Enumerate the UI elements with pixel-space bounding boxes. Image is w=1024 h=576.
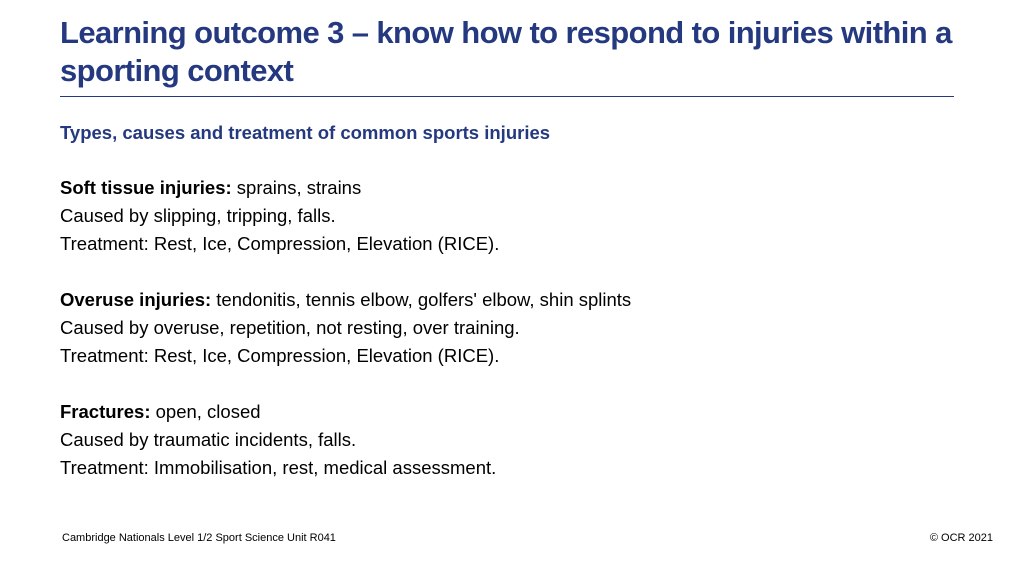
- slide-subtitle: Types, causes and treatment of common sports injuries: [60, 122, 551, 143]
- injury-examples: tendonitis, tennis elbow, golfers' elbow, shin splints: [211, 289, 632, 310]
- injury-treatment: Treatment: Rest, Ice, Compression, Elevation (RICE).: [60, 233, 500, 254]
- injury-type-line: [60, 286, 960, 314]
- title-divider: [60, 96, 954, 97]
- injury-type-line: [60, 398, 960, 426]
- footer-course-label: Cambridge Nationals Level 1/2 Sport Science Unit R041: [62, 532, 336, 544]
- injury-examples: sprains, strains: [231, 177, 362, 198]
- injury-examples: open, closed: [150, 401, 261, 422]
- injury-section-soft-tissue: [60, 174, 960, 258]
- slide-title: Learning outcome 3 – know how to respond to injuries within a sporting context: [60, 15, 952, 88]
- injury-type-heading: Overuse injuries:: [60, 289, 212, 310]
- injury-treatment: Treatment: Immobilisation, rest, medical assessment.: [60, 457, 497, 478]
- injury-section-fractures: [60, 398, 960, 482]
- injury-treatment: Treatment: Rest, Ice, Compression, Elevation (RICE).: [60, 345, 500, 366]
- injury-type-line: [60, 174, 960, 202]
- injury-type-heading: Fractures:: [60, 401, 151, 422]
- injury-type-heading: Soft tissue injuries:: [60, 177, 232, 198]
- injury-cause: Caused by overuse, repetition, not resting, over training.: [60, 317, 520, 338]
- injury-cause: Caused by slipping, tripping, falls.: [60, 205, 336, 226]
- injury-cause: Caused by traumatic incidents, falls.: [60, 429, 357, 450]
- footer-copyright: © OCR 2021: [929, 532, 993, 544]
- injury-list: [60, 174, 960, 510]
- injury-section-overuse: [60, 286, 960, 370]
